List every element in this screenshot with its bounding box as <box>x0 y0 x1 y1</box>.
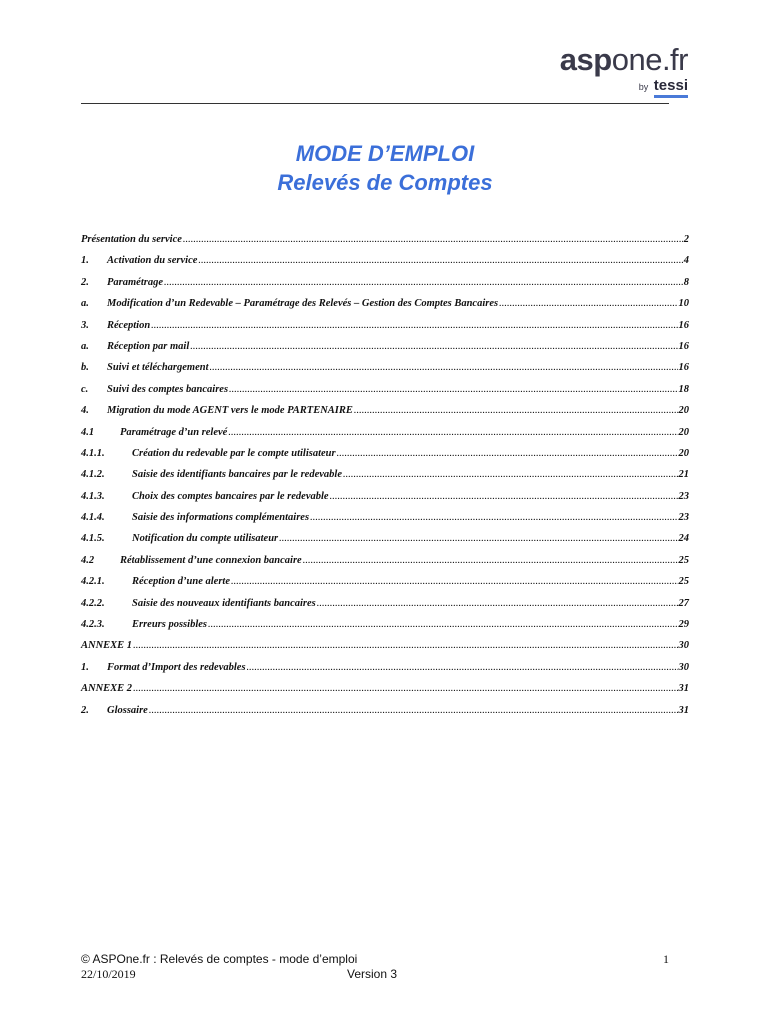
toc-leader-dots <box>231 576 678 587</box>
toc-entry-number: 1. <box>81 661 89 673</box>
toc-entry[interactable] <box>81 512 689 533</box>
toc-entry-title: Suivi et téléchargement <box>107 362 209 374</box>
toc-leader-dots <box>149 705 678 716</box>
toc-entry-title: Réception par mail <box>107 340 190 352</box>
toc-leader-dots <box>303 555 678 566</box>
toc-entry-number: 4.2 <box>81 554 95 566</box>
toc-leader-dots <box>208 619 678 630</box>
toc-entry[interactable] <box>81 683 689 704</box>
toc-entry-title: Réception <box>107 319 151 331</box>
toc-entry-page: 4 <box>683 255 689 267</box>
footer-version: Version 3 <box>347 967 398 981</box>
toc-entry-page: 25 <box>678 576 689 588</box>
toc-entry[interactable] <box>81 491 689 512</box>
toc-entry-page: 30 <box>678 661 689 673</box>
toc-entry-page: 31 <box>678 704 689 716</box>
toc-entry-page: 31 <box>678 683 689 695</box>
header-rule <box>81 103 669 104</box>
toc-entry-number: 4.1.1. <box>81 447 105 459</box>
toc-entry-title: Modification d’un Redevable – Paramétrage des Relevés – Gestion des Comptes Bancaires <box>107 298 499 310</box>
toc-entry-page: 10 <box>678 298 689 310</box>
toc-entry-page: 20 <box>678 405 689 417</box>
toc-entry-page: 23 <box>678 490 689 502</box>
toc-entry-title: Saisie des identifiants bancaires par le redevable <box>132 469 342 481</box>
toc-entry-number: b. <box>81 362 89 374</box>
toc-entry-number: 4.1.5. <box>81 533 105 545</box>
toc-entry[interactable] <box>81 598 689 619</box>
toc-entry[interactable] <box>81 640 689 661</box>
toc-leader-dots <box>247 662 678 673</box>
toc-leader-dots <box>164 277 683 288</box>
toc-entry-title: Suivi des comptes bancaires <box>107 383 229 395</box>
toc-entry-title: Saisie des nouveaux identifiants bancaires <box>132 597 316 609</box>
toc-leader-dots <box>343 469 678 480</box>
toc-entry-page: 16 <box>678 319 689 331</box>
toc-entry-number: 3. <box>81 319 89 331</box>
toc-entry-title: Réception d’une alerte <box>132 576 230 588</box>
toc-entry[interactable] <box>81 576 689 597</box>
toc-entry[interactable] <box>81 448 689 469</box>
toc-leader-dots <box>499 298 677 309</box>
toc-entry[interactable] <box>81 298 689 319</box>
toc-entry[interactable] <box>81 320 689 341</box>
toc-entry[interactable] <box>81 619 689 640</box>
toc-entry-title: Saisie des informations complémentaires <box>132 512 310 524</box>
toc-leader-dots <box>133 640 677 651</box>
toc-entry-number: 2. <box>81 276 89 288</box>
toc-entry-page: 25 <box>678 554 689 566</box>
toc-entry-number: c. <box>81 383 89 395</box>
toc-entry-page: 8 <box>683 276 689 288</box>
logo-wordmark <box>560 44 688 75</box>
footer-page-number: 1 <box>663 952 669 966</box>
table-of-contents <box>81 234 689 726</box>
toc-leader-dots <box>151 320 677 331</box>
toc-entry-title: Erreurs possibles <box>132 619 207 631</box>
toc-leader-dots <box>317 598 678 609</box>
toc-entry[interactable] <box>81 705 689 726</box>
footer-copyright: © ASPOne.fr : Relevés de comptes - mode d’emploi <box>81 952 358 966</box>
toc-entry[interactable] <box>81 277 689 298</box>
toc-entry-number: 1. <box>81 255 89 267</box>
toc-entry-page: 29 <box>678 619 689 631</box>
toc-leader-dots <box>229 384 677 395</box>
toc-entry-number: a. <box>81 340 89 352</box>
toc-entry-page: 2 <box>683 234 689 245</box>
toc-entry[interactable] <box>81 405 689 426</box>
document-title: MODE D’EMPLOI <box>295 141 475 166</box>
toc-entry-title: Activation du service <box>107 255 198 267</box>
toc-entry[interactable] <box>81 533 689 554</box>
toc-leader-dots <box>198 255 682 266</box>
toc-entry-page: 24 <box>678 533 689 545</box>
toc-entry-number: 2. <box>81 704 89 716</box>
toc-entry-title: Migration du mode AGENT vers le mode PARTENAIRE <box>107 405 353 417</box>
toc-leader-dots <box>183 234 683 245</box>
toc-leader-dots <box>279 533 677 544</box>
toc-entry-page: 16 <box>678 340 689 352</box>
toc-entry-title: Création du redevable par le compte utilisateur <box>132 447 336 459</box>
toc-entry[interactable] <box>81 341 689 362</box>
toc-leader-dots <box>190 341 677 352</box>
toc-entry[interactable] <box>81 384 689 405</box>
logo-tessi: tessi <box>654 77 688 98</box>
toc-entry-page: 18 <box>678 383 689 395</box>
toc-entry-page: 30 <box>678 640 689 652</box>
toc-entry[interactable] <box>81 255 689 276</box>
toc-entry[interactable] <box>81 362 689 383</box>
aspone-logo <box>560 44 688 94</box>
toc-entry-title: Rétablissement d’une connexion bancaire <box>120 554 302 566</box>
toc-entry-number: 4.2.1. <box>81 576 105 588</box>
toc-entry-number: 4.1.2. <box>81 469 105 481</box>
toc-entry-number: 4.2.3. <box>81 619 105 631</box>
toc-entry[interactable] <box>81 427 689 448</box>
toc-leader-dots <box>228 427 677 438</box>
toc-entry[interactable] <box>81 555 689 576</box>
toc-entry-title: Paramétrage d’un relevé <box>120 426 228 438</box>
toc-entry-title: ANNEXE 2 <box>81 683 133 695</box>
toc-entry-number: 4.1.4. <box>81 512 105 524</box>
toc-leader-dots <box>330 491 678 502</box>
footer-date: 22/10/2019 <box>81 967 136 981</box>
toc-entry-page: 21 <box>678 469 689 481</box>
toc-entry-number: 4.2.2. <box>81 597 105 609</box>
toc-leader-dots <box>337 448 678 459</box>
toc-entry-title: Choix des comptes bancaires par le redevable <box>132 490 329 502</box>
toc-entry-page: 27 <box>678 597 689 609</box>
toc-entry[interactable] <box>81 469 689 490</box>
toc-entry[interactable] <box>81 234 689 255</box>
toc-leader-dots <box>210 362 678 373</box>
toc-leader-dots <box>133 683 677 694</box>
toc-leader-dots <box>354 405 678 416</box>
toc-entry-page: 16 <box>678 362 689 374</box>
toc-entry-number: 4. <box>81 405 89 417</box>
toc-entry-page: 20 <box>678 447 689 459</box>
toc-entry-page: 20 <box>678 426 689 438</box>
toc-entry-title: ANNEXE 1 <box>81 640 133 652</box>
toc-entry-title: Paramétrage <box>107 276 163 288</box>
toc-entry-number: a. <box>81 298 89 310</box>
toc-entry[interactable] <box>81 662 689 683</box>
toc-entry-number: 4.1.3. <box>81 490 105 502</box>
toc-entry-title: Notification du compte utilisateur <box>132 533 279 545</box>
toc-entry-number: 4.1 <box>81 426 95 438</box>
logo-one-fr: one.fr <box>611 42 688 77</box>
logo-by-tessi <box>560 77 688 94</box>
logo-by: by <box>638 82 649 92</box>
toc-entry-title: Format d’Import des redevables <box>107 661 246 673</box>
toc-entry-page: 23 <box>678 512 689 524</box>
toc-entry-title: Présentation du service <box>81 234 182 245</box>
toc-leader-dots <box>310 512 677 523</box>
toc-entry-title: Glossaire <box>107 704 148 716</box>
logo-asp: asp <box>559 42 612 77</box>
document-subtitle: Relevés de Comptes <box>277 170 493 195</box>
